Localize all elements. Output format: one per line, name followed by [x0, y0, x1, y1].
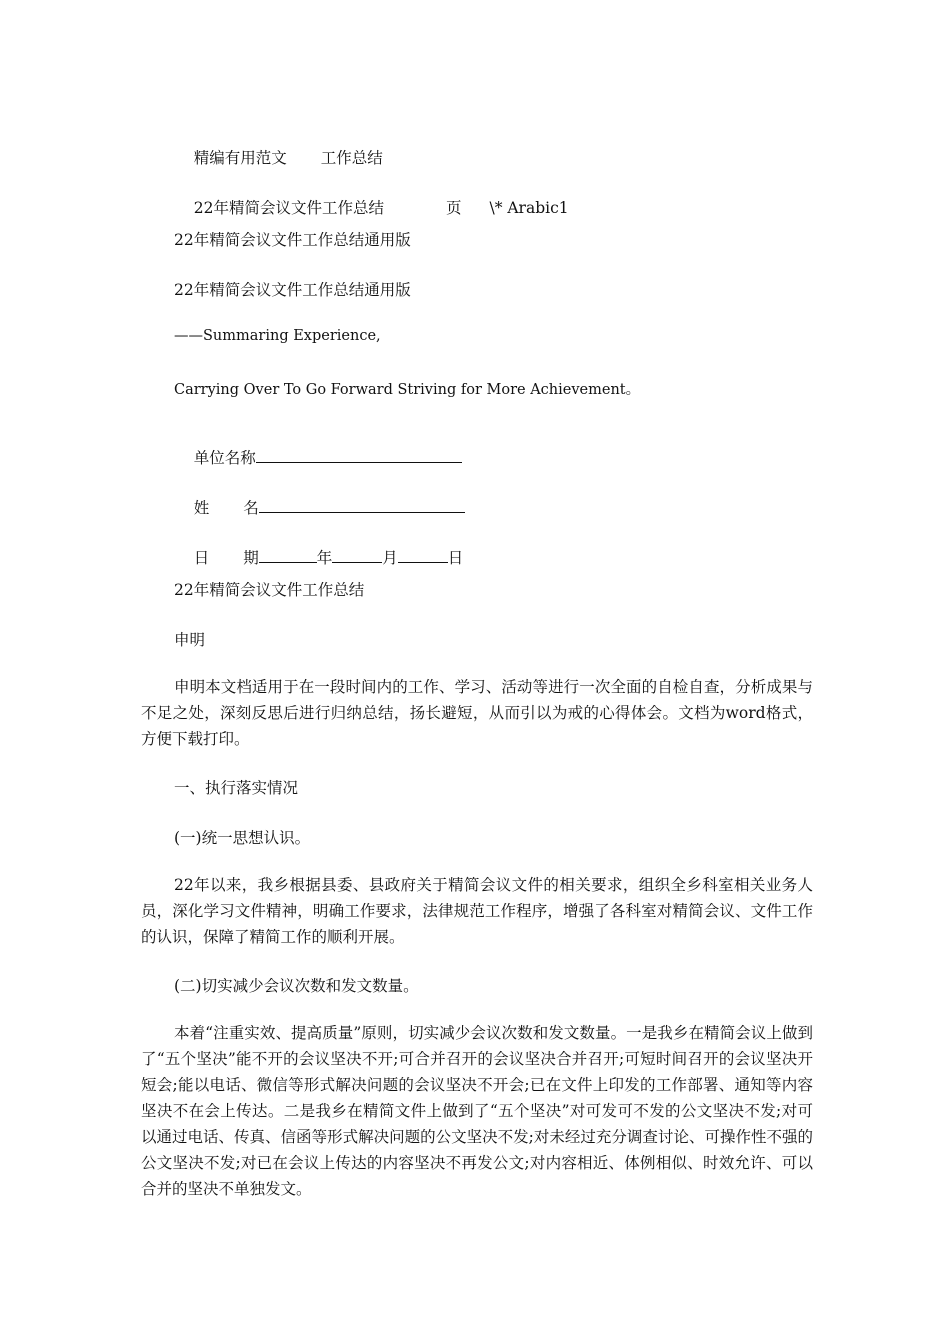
- field-code: \* Arabic1: [489, 199, 569, 217]
- english-line-2: Carrying Over To Go Forward Striving for More Achievement。: [174, 382, 641, 398]
- doc-title: 22年精简会议文件工作总结: [174, 581, 365, 599]
- header-right: 工作总结: [320, 149, 383, 167]
- title-text: 22年精简会议文件工作总结: [193, 199, 384, 217]
- section-heading-1: 一、执行落实情况: [174, 779, 299, 797]
- paragraph-1: 22年以来，我乡根据县委、县政府关于精简会议文件的相关要求，组织全乡科室相关业务人员，深化学习文件精神，明确工作要求，法律规范工作程序，增强了各科室对精简会议、文件工作的认识，保障了精简工作的顺利开展。: [141, 876, 813, 946]
- subsection-heading-2: (二)切实减少会议次数和发文数量。: [174, 977, 419, 995]
- name-label-2: 名: [243, 499, 259, 517]
- statement-body: 申明本文档适用于在一段时间内的工作、学习、活动等进行一次全面的自检自查，分析成果与不足之处，深刻反思后进行归纳总结，扬长避短，从而引以为戒的心得体会。文档为word格式，方便下载打印。: [141, 678, 813, 748]
- page-label: 页: [445, 199, 462, 217]
- day-blank: [398, 548, 448, 563]
- month-label: 月: [382, 549, 398, 567]
- name-label-1: 姓: [193, 499, 210, 517]
- subtitle-2: 22年精简会议文件工作总结通用版: [174, 281, 411, 299]
- date-label-2: 期: [243, 549, 259, 567]
- subsection-heading-1: (一)统一思想认识。: [174, 829, 311, 847]
- year-blank: [259, 548, 317, 563]
- day-label: 日: [447, 549, 464, 567]
- month-blank: [332, 548, 382, 563]
- name-blank: [259, 498, 465, 513]
- paragraph-2: 本着“注重实效、提高质量”原则，切实减少会议次数和发文数量。一是我乡在精简会议上做到了“五个坚决”能不开的会议坚决不开;可合并召开的会议坚决合并召开;可短时间召开的会议坚决开短会;能以电话、微信等形式解决问题的会议坚决不开会;已在文件上印发的工作部署、通知等内容坚决不在会上传达。二是我乡在精简文件上做到了“五个坚决”对可发可不发的公文坚决不发;对可以通过电话、传真、信函等形式解决问题的公文坚决不发;对未经过充分调查讨论、可操作性不强的公文坚决不发;对已在会议上传达的内容坚决不再发公文;对内容相近、体例相似、时效允许、可以合并的坚决不单独发文。: [141, 1024, 813, 1198]
- year-label: 年: [316, 549, 333, 567]
- unit-blank: [256, 448, 462, 463]
- date-label-1: 日: [193, 549, 210, 567]
- statement-heading: 申明: [174, 631, 206, 649]
- unit-label: 单位名称: [193, 449, 256, 467]
- english-line-1: ——Summaring Experience,: [174, 328, 381, 344]
- header-left: 精编有用范文: [193, 149, 287, 167]
- subtitle-1: 22年精简会议文件工作总结通用版: [174, 231, 411, 249]
